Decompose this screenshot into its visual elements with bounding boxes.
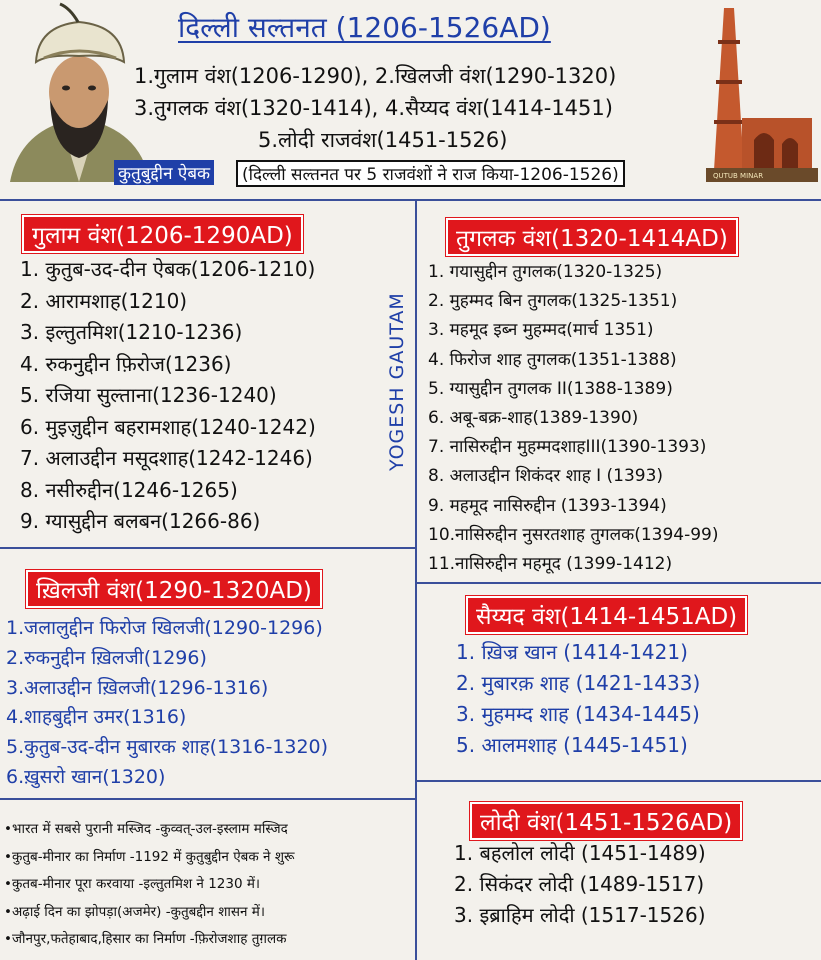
divider-right-1	[417, 582, 821, 584]
list-item: 3. मुहमम्द शाह (1434-1445)	[456, 702, 700, 726]
list-item: 2. मुहम्मद बिन तुगलक(1325-1351)	[428, 291, 678, 312]
list-item: 8. नसीरुद्दीन(1246-1265)	[20, 477, 238, 502]
list-item: 3.अलाउद्दीन ख़िलजी(1296-1316)	[6, 676, 269, 699]
list-item: 1. गयासुद्दीन तुगलक(1320-1325)	[428, 262, 663, 282]
list-item: 7. अलाउद्दीन मसूदशाह(1242-1246)	[20, 446, 313, 470]
list-item: 6. मुइज़ुद्दीन बहरामशाह(1240-1242)	[20, 414, 316, 439]
qutbuddin-aibak-portrait	[0, 0, 158, 182]
tughlaq-list	[428, 258, 719, 579]
gulam-list	[20, 254, 316, 538]
header-note: (दिल्ली सल्तनत पर 5 राजवंशों ने राज किया-1206-1526)	[236, 160, 625, 187]
list-item: 2. आरामशाह(1210)	[20, 288, 188, 313]
list-item: 10.नासिरुद्दीन नुसरतशाह तुगलक(1394-99)	[428, 524, 719, 545]
summary-line-2: 3.तुगलक वंश(1320-1414), 4.सैय्यद वंश(1414-1451)	[134, 96, 613, 120]
list-item: •जौनपुर,फतेहाबाद,हिसार का निर्माण -फ़िरोजशाह तुग़लक	[4, 931, 287, 947]
divider-left-1	[0, 547, 415, 549]
list-item: 4. फिरोज शाह तुगलक(1351-1388)	[428, 349, 677, 370]
list-item: 8. अलाउद्दीन शिकंदर शाह I (1393)	[428, 466, 664, 487]
list-item: 4.शाहबुद्दीन उमर(1316)	[6, 706, 187, 729]
gulam-heading: गुलाम वंश(1206-1290AD)	[22, 215, 303, 253]
list-item: 4. रुकनुद्दीन फ़िरोज(1236)	[20, 351, 232, 376]
list-item: 3. इब्राहिम लोदी (1517-1526)	[454, 903, 706, 927]
portrait-caption: कुतुबुद्दीन ऐबक	[114, 160, 214, 185]
list-item: 6.ख़ुसरो खान(1320)	[6, 765, 166, 788]
list-item: 9. महमूद नासिरुद्दीन (1393-1394)	[428, 495, 667, 516]
list-item: •कुतब-मीनार पूरा करवाया -इल्तुतमिश ने 1230 में।	[4, 876, 261, 892]
list-item: 3. इल्तुतमिश(1210-1236)	[20, 320, 243, 344]
page-title: दिल्ली सल्तनत (1206-1526AD)	[178, 11, 551, 44]
summary-line-1: 1.गुलाम वंश(1206-1290), 2.खिलजी वंश(1290-1320)	[134, 64, 617, 88]
divider-right-2	[417, 780, 821, 782]
divider-left-2	[0, 798, 415, 800]
list-item: 11.नासिरुद्दीन महमूद (1399-1412)	[428, 554, 673, 575]
list-item: 5.कुतुब-उद-दीन मुबारक शाह(1316-1320)	[6, 736, 329, 759]
list-item: 6. अबू-बक्र-शाह(1389-1390)	[428, 408, 639, 429]
list-item: 2.रुकनुद्दीन ख़िलजी(1296)	[6, 646, 207, 669]
list-item: 1. बहलोल लोदी (1451-1489)	[454, 841, 706, 865]
minar-label: QUTUB MINAR	[710, 172, 766, 180]
list-item: 1.जलालुद्दीन फिरोज खिलजी(1290-1296)	[6, 617, 323, 639]
khilji-heading: ख़िलजी वंश(1290-1320AD)	[26, 570, 322, 608]
list-item: 1. कुतुब-उद-दीन ऐबक(1206-1210)	[20, 257, 316, 281]
summary-line-3: 5.लोदी राजवंश(1451-1526)	[258, 128, 508, 152]
divider-top	[0, 199, 821, 201]
sayyid-heading: सैय्यद वंश(1414-1451AD)	[466, 596, 747, 634]
tughlaq-heading: तुगलक वंश(1320-1414AD)	[446, 218, 738, 256]
sayyid-list	[456, 637, 700, 761]
khilji-list	[6, 614, 328, 793]
list-item: •अढ़ाई दिन का झोपड़ा(अजमेर) -कुतुबद्दीन शासन में।	[4, 903, 265, 920]
facts-list	[4, 816, 295, 954]
list-item: 2. मुबारक़ शाह (1421-1433)	[456, 671, 701, 695]
author-watermark: YOGESH GAUTAM	[386, 292, 408, 472]
qutub-minar-illustration	[678, 0, 821, 190]
list-item: 1. ख़िज्र खान (1414-1421)	[456, 640, 688, 664]
list-item: 5. ग्यासुद्दीन तुगलक II(1388-1389)	[428, 378, 673, 399]
list-item: 7. नासिरुद्दीन मुहम्मदशाहIII(1390-1393)	[428, 437, 707, 458]
list-item: 9. ग्यासुद्दीन बलबन(1266-86)	[20, 509, 261, 533]
list-item: •कुतुब-मीनार का निर्माण -1192 में कुतुबुद्दीन ऐबक ने शुरू	[4, 848, 295, 865]
list-item: 5. आलमशाह (1445-1451)	[456, 733, 688, 757]
list-item: 3. महमूद इब्न मुहम्मद(मार्च 1351)	[428, 320, 654, 341]
list-item: 5. रजिया सुल्ताना(1236-1240)	[20, 383, 277, 407]
list-item: •भारत में सबसे पुरानी मस्जिद -कुव्वत्-उल-इस्लाम मस्जिद	[4, 821, 288, 837]
lodi-heading: लोदी वंश(1451-1526AD)	[470, 802, 742, 840]
lodi-list	[454, 838, 706, 931]
list-item: 2. सिकंदर लोदी (1489-1517)	[454, 872, 705, 896]
